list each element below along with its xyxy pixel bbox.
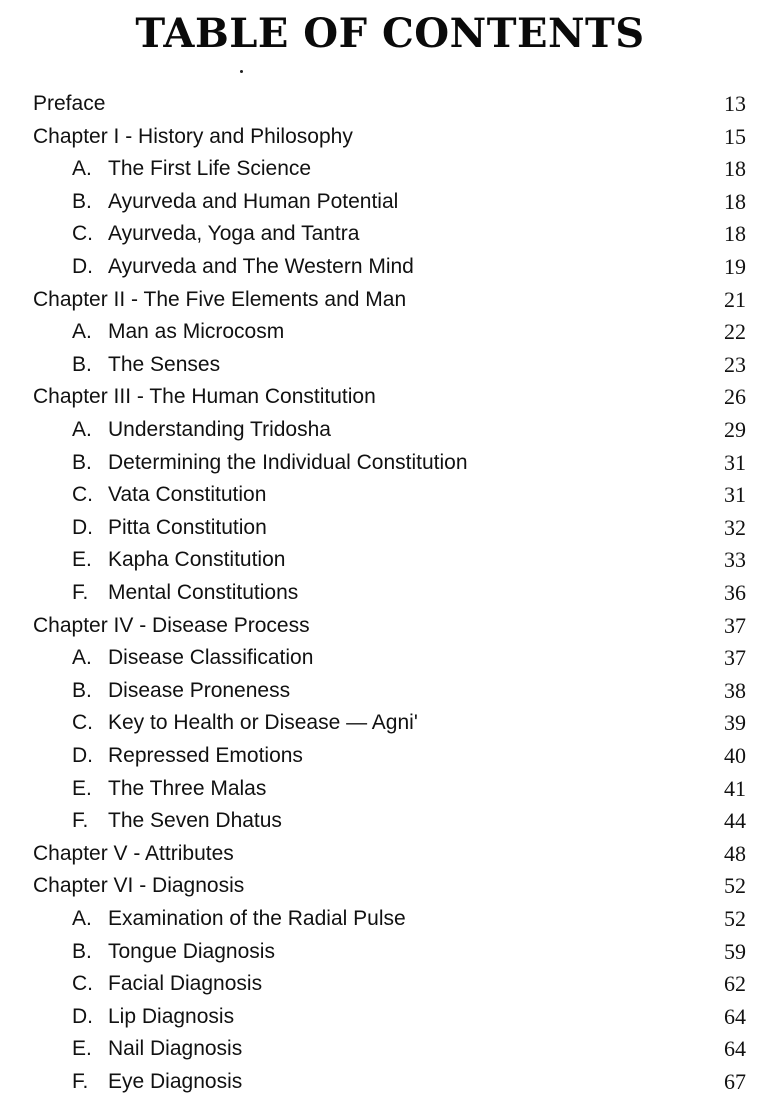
section-letter: B. <box>72 189 92 213</box>
page-number: 31 <box>724 482 746 508</box>
toc-section-entry[interactable] <box>0 936 780 968</box>
toc-section-entry[interactable] <box>0 1033 780 1065</box>
page-number: 29 <box>724 417 746 442</box>
page-number: 38 <box>724 677 746 703</box>
entry-label: The First Life Science <box>108 157 312 181</box>
entry-title <box>72 251 414 283</box>
entry-title <box>72 153 311 185</box>
entry-label: Chapter I - History and Philosophy <box>33 124 353 148</box>
entry-label: Man as Microcosm <box>108 320 285 344</box>
dot-leader <box>342 610 695 642</box>
toc-chapter-entry[interactable] <box>0 838 780 870</box>
entry-label: Eye Diagnosis <box>108 1070 243 1093</box>
entry-title <box>72 479 266 511</box>
section-letter: D. <box>72 1004 93 1028</box>
section-letter: A. <box>72 320 92 344</box>
dot-leader <box>366 414 695 446</box>
section-letter: A. <box>72 418 92 441</box>
dot-leader <box>316 316 695 348</box>
entry-title <box>72 1001 234 1033</box>
entry-label: The Senses <box>108 352 221 376</box>
toc-section-entry[interactable] <box>0 349 780 381</box>
toc-section-entry[interactable] <box>0 968 780 1000</box>
page-number: 64 <box>724 1036 746 1062</box>
section-letter: B. <box>72 939 92 963</box>
toc-section-entry[interactable] <box>0 805 780 837</box>
toc-chapter-entry[interactable] <box>0 121 780 153</box>
page-number: 23 <box>724 351 746 377</box>
toc-chapter-entry[interactable] <box>0 870 780 902</box>
page-number: 18 <box>724 188 746 214</box>
page-number: 52 <box>724 873 746 899</box>
entry-title <box>33 121 353 153</box>
page-number: 41 <box>724 775 746 801</box>
dot-leader <box>450 284 695 316</box>
page-number: 52 <box>724 906 746 931</box>
dot-leader <box>410 218 695 250</box>
entry-title <box>72 316 284 348</box>
page-number: 37 <box>724 645 746 671</box>
page-number: 36 <box>724 580 746 605</box>
entry-title <box>33 88 105 120</box>
dot-leader <box>402 121 695 153</box>
section-letter: B. <box>72 352 92 376</box>
entry-title <box>72 218 359 250</box>
toc-chapter-entry[interactable] <box>0 88 780 120</box>
toc-section-entry[interactable] <box>0 544 780 576</box>
entry-title <box>72 447 468 479</box>
section-letter: C. <box>72 711 93 735</box>
entry-title <box>33 381 376 413</box>
section-letter: E. <box>72 1037 92 1061</box>
toc-section-entry[interactable] <box>0 1066 780 1098</box>
page-number: 32 <box>724 514 746 540</box>
dot-leader <box>338 642 695 674</box>
print-speck <box>240 70 243 73</box>
entry-label: Vata Constitution <box>108 483 267 507</box>
toc-section-entry[interactable] <box>0 1001 780 1033</box>
dot-leader <box>466 251 695 283</box>
section-letter: F. <box>72 809 89 833</box>
dot-leader <box>342 153 695 185</box>
section-letter: F. <box>72 581 89 604</box>
page-number: 39 <box>724 710 746 736</box>
dot-leader <box>480 707 695 739</box>
entry-title <box>72 186 398 218</box>
entry-label: Disease Proneness <box>108 678 291 702</box>
entry-label: Nail Diagnosis <box>108 1037 243 1061</box>
entry-title <box>72 675 290 707</box>
page-number: 18 <box>724 221 746 247</box>
section-letter: A. <box>72 646 92 670</box>
entry-label: Ayurveda, Yoga and Tantra <box>108 222 360 246</box>
entry-title <box>33 610 310 642</box>
page-number: 31 <box>724 449 746 475</box>
toc-section-entry[interactable] <box>0 903 780 935</box>
page-title: TABLE OF CONTENTS <box>135 10 645 57</box>
dot-leader <box>452 903 695 935</box>
dot-leader <box>424 381 695 413</box>
page-number: 33 <box>724 547 746 573</box>
page-number: 59 <box>724 938 746 964</box>
page-number: 64 <box>724 1003 746 1029</box>
entry-label: Repressed Emotions <box>108 744 303 767</box>
dot-leader <box>272 870 695 902</box>
toc-section-entry[interactable] <box>0 642 780 674</box>
entry-label: Facial Diagnosis <box>108 972 263 996</box>
entry-title <box>33 838 234 870</box>
toc-section-entry[interactable] <box>0 707 780 739</box>
page-number: 26 <box>724 384 746 410</box>
page-number: 48 <box>724 840 746 866</box>
dot-leader <box>272 1033 695 1065</box>
entry-title <box>33 870 244 902</box>
dot-leader <box>450 186 695 218</box>
entry-title <box>72 512 267 544</box>
page-number: 18 <box>724 156 746 182</box>
entry-title <box>72 707 418 739</box>
entry-title <box>72 544 285 576</box>
toc-section-entry[interactable] <box>0 251 780 283</box>
page-number: 37 <box>724 612 746 638</box>
entry-title <box>72 968 262 1000</box>
page-number: 13 <box>724 91 746 116</box>
toc-section-entry[interactable] <box>0 577 780 609</box>
entry-label: The Three Malas <box>108 776 267 800</box>
dot-leader <box>258 1066 695 1098</box>
entry-label: Disease Classification <box>108 646 314 670</box>
page-number: 44 <box>724 808 746 834</box>
section-letter: A. <box>72 157 92 181</box>
page-number: 40 <box>724 743 746 768</box>
section-letter: F. <box>72 1070 89 1093</box>
section-letter: D. <box>72 255 93 278</box>
entry-title <box>72 1033 242 1065</box>
entry-title <box>72 936 275 968</box>
dot-leader <box>342 577 695 609</box>
dot-leader <box>256 1001 695 1033</box>
entry-label: Preface <box>33 92 106 115</box>
page-number: 67 <box>724 1069 746 1094</box>
entry-title <box>72 903 406 935</box>
section-letter: D. <box>72 515 93 539</box>
dot-leader <box>300 479 695 511</box>
section-letter: B. <box>72 450 92 474</box>
dot-leader <box>534 447 695 479</box>
entry-label: Tongue Diagnosis <box>108 939 275 963</box>
section-letter: D. <box>72 744 93 767</box>
entry-label: Mental Constitutions <box>108 581 299 604</box>
entry-title <box>33 284 406 316</box>
dot-leader <box>302 805 695 837</box>
entry-label: Ayurveda and Human Potential <box>108 189 399 213</box>
page-number: 15 <box>724 123 746 149</box>
entry-title <box>72 349 220 381</box>
toc-section-entry[interactable] <box>0 512 780 544</box>
entry-label: Ayurveda and The Western Mind <box>108 255 414 278</box>
dot-leader <box>344 740 695 772</box>
entry-label: Chapter III - The Human Constitution <box>33 385 376 409</box>
entry-label: Kapha Constitution <box>108 548 286 572</box>
page-number: 19 <box>724 254 746 279</box>
entry-title <box>72 1066 242 1098</box>
section-letter: C. <box>72 972 93 996</box>
entry-label: Chapter VI - Diagnosis <box>33 874 245 898</box>
page-number: 21 <box>724 286 746 312</box>
entry-label: Key to Health or Disease — Agni' <box>108 711 418 735</box>
entry-title <box>72 577 298 609</box>
section-letter: A. <box>72 907 92 930</box>
entry-label: Lip Diagnosis <box>108 1004 235 1028</box>
toc-section-entry[interactable] <box>0 740 780 772</box>
entry-title <box>72 414 331 446</box>
dot-leader <box>272 838 695 870</box>
entry-label: Chapter IV - Disease Process <box>33 613 310 637</box>
entry-label: The Seven Dhatus <box>108 809 282 833</box>
toc-section-entry[interactable] <box>0 316 780 348</box>
dot-leader <box>300 936 695 968</box>
dot-leader <box>314 675 695 707</box>
toc-section-entry[interactable] <box>0 414 780 446</box>
toc-section-entry[interactable] <box>0 447 780 479</box>
entry-label: Pitta Constitution <box>108 515 267 539</box>
entry-label: Understanding Tridosha <box>108 418 331 441</box>
toc-section-entry[interactable] <box>0 675 780 707</box>
dot-leader <box>234 349 695 381</box>
page-number: 22 <box>724 319 746 345</box>
dot-leader <box>314 544 695 576</box>
toc-chapter-entry[interactable] <box>0 284 780 316</box>
entry-title <box>72 642 313 674</box>
section-letter: E. <box>72 776 92 800</box>
toc-chapter-entry[interactable] <box>0 610 780 642</box>
dot-leader <box>284 968 695 1000</box>
entry-title <box>72 773 266 805</box>
toc-section-entry[interactable] <box>0 186 780 218</box>
toc-section-entry[interactable] <box>0 479 780 511</box>
page-number: 62 <box>724 971 746 997</box>
entry-label: Determining the Individual Constitution <box>108 450 468 474</box>
entry-title <box>72 805 282 837</box>
toc-section-entry[interactable] <box>0 773 780 805</box>
dot-leader <box>286 773 695 805</box>
section-letter: E. <box>72 548 92 572</box>
dot-leader <box>300 512 695 544</box>
dot-leader <box>148 88 695 120</box>
entry-label: Chapter V - Attributes <box>33 841 234 865</box>
entry-title <box>72 740 303 772</box>
section-letter: C. <box>72 483 93 507</box>
toc-section-entry[interactable] <box>0 218 780 250</box>
section-letter: C. <box>72 222 93 246</box>
section-letter: B. <box>72 678 92 702</box>
toc-chapter-entry[interactable] <box>0 381 780 413</box>
entry-label: Examination of the Radial Pulse <box>108 907 406 930</box>
toc-section-entry[interactable] <box>0 153 780 185</box>
entry-label: Chapter II - The Five Elements and Man <box>33 287 407 311</box>
